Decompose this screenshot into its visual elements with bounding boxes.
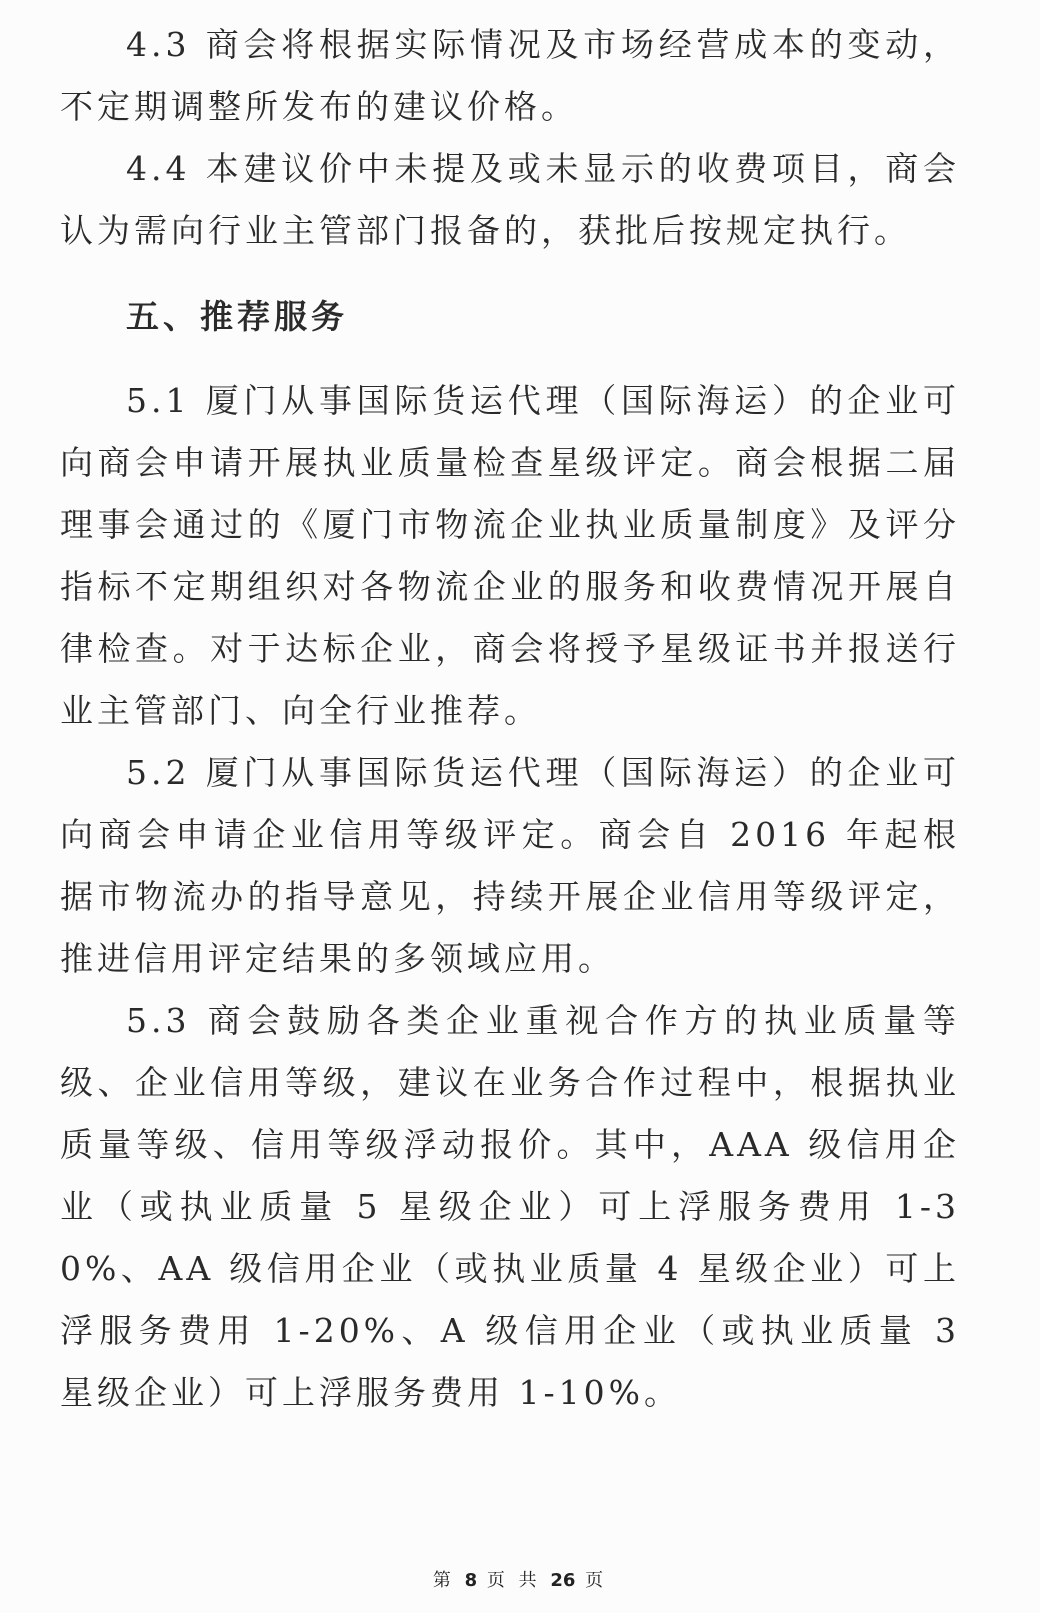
paragraph-4-4: 4.4 本建议价中未提及或未显示的收费项目，商会认为需向行业主管部门报备的，获批后按规定执行。 bbox=[60, 149, 960, 250]
paragraph-5-2: 5.2 厦门从事国际货运代理（国际海运）的企业可向商会申请企业信用等级评定。商会自 2016 年起根据市物流办的指导意见，持续开展企业信用等级评定，推进信用评定结果的多领域应用。 bbox=[60, 753, 960, 978]
paragraph-4-3: 4.3 商会将根据实际情况及市场经营成本的变动，不定期调整所发布的建议价格。 bbox=[60, 25, 960, 126]
footer-suffix: 页 bbox=[585, 1570, 608, 1591]
paragraph-5-3: 5.3 商会鼓励各类企业重视合作方的执业质量等级、企业信用等级，建议在业务合作过程中，根据执业质量等级、信用等级浮动报价。其中，AAA 级信用企业（或执业质量 5 星级企业）可上浮服务费用 1-30%、AA 级信用企业（或执业质量 4 星级企业）可上浮服务费用 1-20%、A 级信用企业（或执业质量 3 星级企业）可上浮服务费用 1-10%。 bbox=[60, 1001, 975, 1412]
total-page-count: 26 bbox=[550, 1570, 576, 1591]
footer-middle: 页 共 bbox=[486, 1570, 541, 1591]
document-body bbox=[60, 14, 975, 1424]
paragraph-5-1: 5.1 厦门从事国际货运代理（国际海运）的企业可向商会申请开展执业质量检查星级评定。商会根据二届理事会通过的《厦门市物流企业执业质量制度》及评分指标不定期组织对各物流企业的服务和收费情况开展自律检查。对于达标企业，商会将授予星级证书并报送行业主管部门、向全行业推荐。 bbox=[60, 381, 960, 730]
section-heading: 五、推荐服务 bbox=[126, 297, 348, 336]
current-page-number: 8 bbox=[464, 1570, 478, 1591]
page-number-footer bbox=[0, 1566, 1040, 1592]
footer-prefix: 第 bbox=[432, 1570, 455, 1591]
